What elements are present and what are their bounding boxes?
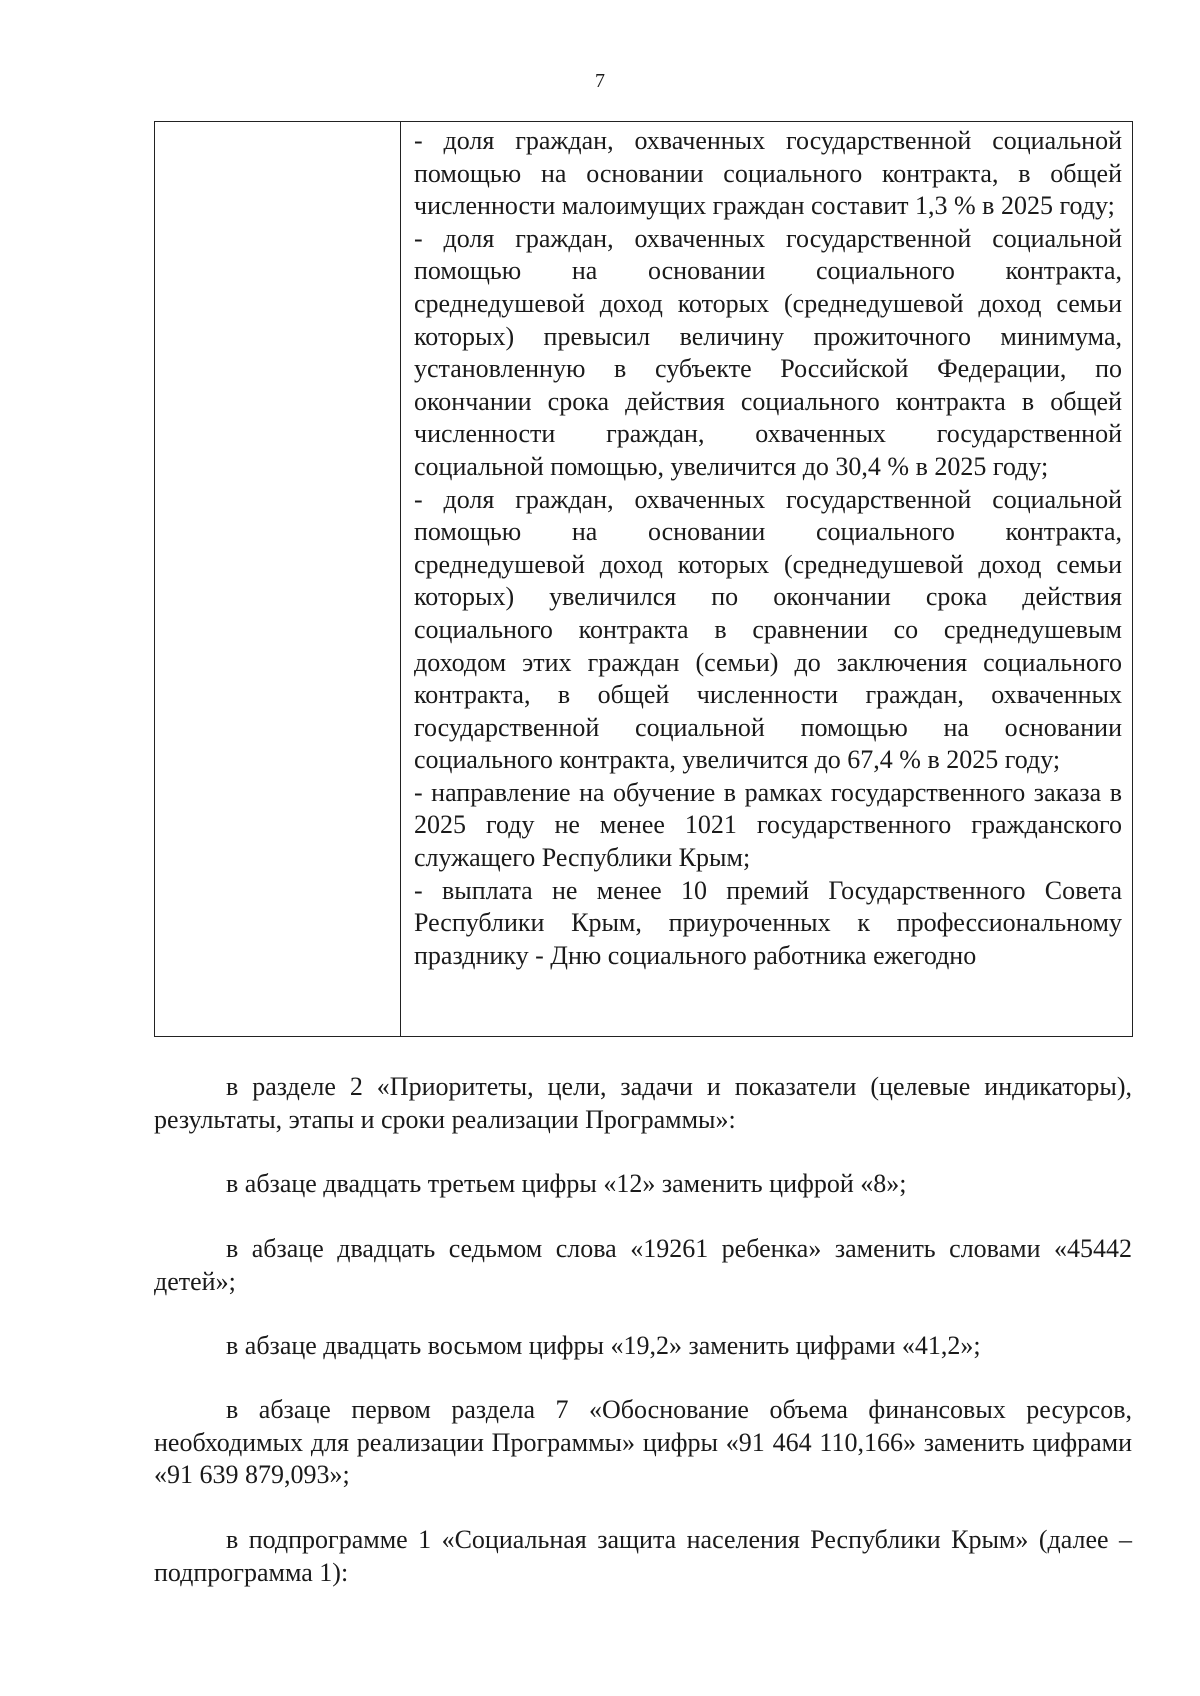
paragraph-abzac-23: в абзаце двадцать третьем цифры «12» заменить цифрой «8»; xyxy=(226,1169,907,1198)
amendment-paragraph xyxy=(154,1394,1132,1492)
amendment-paragraph xyxy=(154,1524,1132,1589)
indicator-item: - направление на обучение в рамках государственного заказа в 2025 году не менее 1021 государственного гражданского служащего Республики Крым; xyxy=(414,777,1122,873)
amendment-paragraph xyxy=(154,1168,1132,1201)
amendment-paragraph xyxy=(154,1330,1132,1363)
indicator-item: - выплата не менее 10 премий Государственного Совета Республики Крым, приуроченных к профессиональному празднику - Дню социального работника ежегодно xyxy=(414,875,1122,970)
paragraph-subprogram-1: в подпрограмме 1 «Социальная защита населения Республики Крым» (далее – подпрограмма 1): xyxy=(154,1525,1132,1587)
indicator-item: - доля граждан, охваченных государственной социальной помощью на основании социального контракта, среднедушевой доход которых (среднедушевой доход семьи которых) увеличился по окончании срока действия социального контракта в сравнении со среднедушевым доходом этих граждан (семьи) до заключения социального контракта, в общей численности граждан, охваченных государственной социальной помощью на основании социального контракта, увеличится до 67,4 % в 2025 году; xyxy=(414,484,1122,775)
table-left-cell xyxy=(155,122,401,1036)
paragraph-section-7: в абзаце первом раздела 7 «Обоснование объема финансовых ресурсов, необходимых для реализации Программы» цифры «91 464 110,166» заменить цифрами «91 639 879,093»; xyxy=(154,1395,1132,1490)
page-number: 7 xyxy=(595,70,605,92)
indicator-item: - доля граждан, охваченных государственной социальной помощью на основании социального контракта, среднедушевой доход которых (среднедушевой доход семьи которых) превысил величину прожиточного минимума, установленную в субъекте Российской Федерации, по окончании срока действия социального контракта в общей численности граждан, охваченных государственной социальной помощью, увеличится до 30,4 % в 2025 году; xyxy=(414,223,1122,481)
amendment-paragraph xyxy=(154,1071,1132,1136)
paragraph-abzac-28: в абзаце двадцать восьмом цифры «19,2» заменить цифрами «41,2»; xyxy=(226,1331,981,1360)
indicator-item: - доля граждан, охваченных государственной социальной помощью на основании социального контракта, в общей численности малоимущих граждан составит 1,3 % в 2025 году; xyxy=(414,126,1122,221)
paragraph-abzac-27: в абзаце двадцать седьмом слова «19261 ребенка» заменить словами «45442 детей»; xyxy=(154,1234,1132,1296)
table-right-cell xyxy=(401,122,1132,1036)
amendment-paragraph xyxy=(154,1233,1132,1298)
paragraph-section-2: в разделе 2 «Приоритеты, цели, задачи и показатели (целевые индикаторы), результаты, этапы и сроки реализации Программы»: xyxy=(154,1072,1132,1134)
program-passport-table xyxy=(154,121,1133,1037)
